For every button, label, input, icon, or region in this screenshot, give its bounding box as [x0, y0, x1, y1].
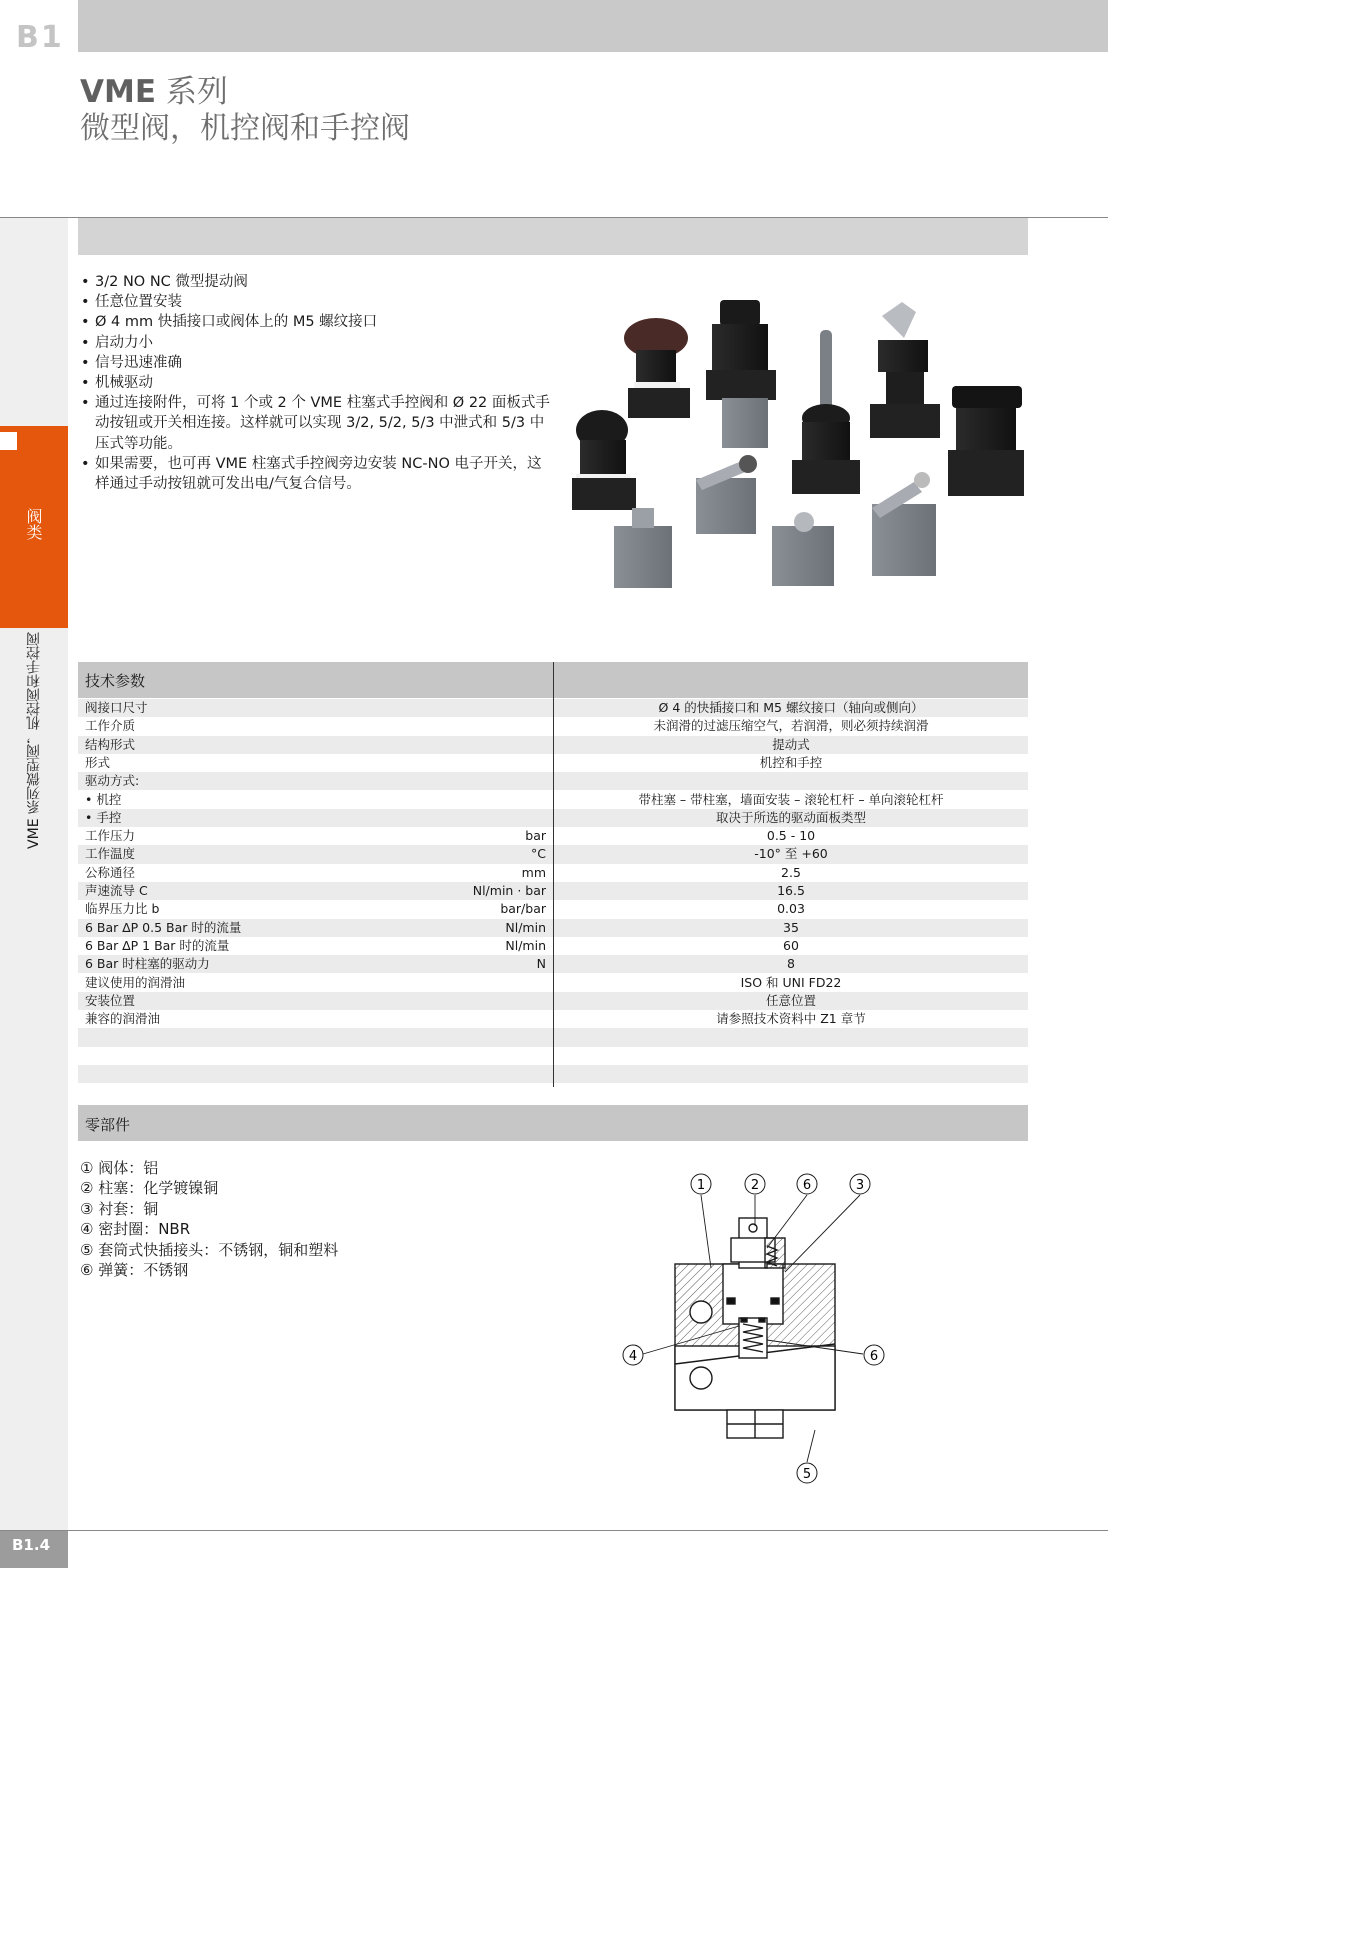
part-item: ③ 衬套：铜: [80, 1199, 159, 1218]
spec-label: • 机控: [85, 791, 122, 807]
spec-value: 带柱塞 – 带柱塞，墙面安装 – 滚轮杠杆 – 单向滚轮杠杆: [638, 791, 944, 807]
spec-unit: Nl/min: [505, 919, 546, 935]
feature-item: • 3/2 NO NC 微型提动阀: [80, 272, 555, 292]
lever-switch-valve: [948, 386, 1024, 496]
callout-label: 6: [869, 1349, 879, 1364]
callout-3: [850, 1174, 870, 1194]
spec-label: 工作压力: [85, 828, 136, 844]
spec-label: 阀接口尺寸: [85, 700, 148, 715]
spec-label: 临界压力比 b: [85, 901, 160, 917]
feature-item: • 机械驱动: [80, 373, 555, 393]
spec-unit: Nl/min · bar: [472, 883, 546, 898]
spec-value: ISO 和 UNI FD22: [740, 974, 842, 990]
callout-label: 2: [750, 1178, 760, 1193]
spec-label: 6 Bar ∆P 1 Bar 时的流量: [85, 937, 230, 953]
callout-4: [623, 1345, 643, 1365]
feature-item: • 如果需要，也可再 VME 柱塞式手控阀旁边安装 NC-NO 电子开关，这样通过手动按钮就可发出电/气复合信号。: [80, 454, 555, 494]
plunger-valve: [614, 508, 672, 588]
key-switch-valve: [870, 302, 940, 438]
sidebar-vertical-title: VME 系列微型阀，机控阀和手控阀: [26, 632, 42, 849]
spec-unit: bar/bar: [500, 901, 546, 917]
part-item: ① 阀体：铝: [80, 1159, 159, 1177]
spec-column-divider: [553, 662, 554, 1087]
callout-label: 5: [802, 1467, 812, 1482]
callout-1: [691, 1174, 711, 1194]
spec-value: 未润滑的过滤压缩空气，若润滑，则必须持续润滑: [653, 718, 929, 734]
spec-label: 建议使用的润滑油: [85, 974, 186, 990]
part-item: ⑤ 套筒式快插接头：不锈钢，铜和塑料: [80, 1240, 339, 1259]
feature-item: • 启动力小: [80, 333, 555, 353]
spec-value: 请参照技术资料中 Z1 章节: [716, 1011, 866, 1027]
spec-label: 安装位置: [85, 992, 136, 1008]
feature-item: • 通过连接附件，可将 1 个或 2 个 VME 柱塞式手控阀和 Ø 22 面板式手动按钮或开关相连接。这样就可以实现 3/2, 5/2, 5/3 中泄式和 5/3 中压式等功能。: [80, 393, 555, 454]
spec-value: 取决于所选的驱动面板类型: [715, 809, 866, 825]
section-code: B1: [16, 20, 64, 55]
spec-label: • 手控: [85, 809, 122, 825]
callout-5: [797, 1463, 817, 1483]
parts-header: [78, 1105, 1028, 1141]
selector-switch-valve: [706, 300, 776, 448]
part-item: ⑥ 弹簧：不锈钢: [80, 1261, 189, 1280]
series-suffix: 系列: [156, 74, 228, 110]
spec-unit: °C: [531, 846, 546, 862]
spec-value: 2.5: [781, 864, 801, 880]
spec-table-title: 技术参数: [85, 672, 146, 690]
spec-value: 0.5 - 10: [766, 828, 816, 844]
spec-label: 声速流导 C: [85, 883, 148, 898]
spec-unit: bar: [525, 828, 546, 844]
spec-label: 6 Bar ∆P 0.5 Bar 时的流量: [85, 919, 242, 935]
spec-unit: N: [536, 956, 546, 972]
sidebar-category-label: 阀类: [24, 508, 43, 540]
sidebar-strip: [0, 218, 68, 1530]
callout-6-top: [797, 1174, 817, 1194]
product-photo: [556, 290, 1028, 602]
roller-lever-valve: [696, 455, 757, 534]
callout-label: 1: [696, 1178, 706, 1193]
spec-value: Ø 4 的快插接口和 M5 螺纹接口（轴向或侧向）: [658, 700, 924, 715]
spec-unit: mm: [521, 864, 546, 880]
flat-button-valve: [572, 410, 636, 510]
parts-list: [80, 1158, 338, 1280]
spec-value: 任意位置: [765, 992, 816, 1008]
spec-value: 16.5: [777, 883, 805, 898]
spec-label: 驱动方式:: [85, 773, 140, 789]
roller-lever-valve: [872, 472, 936, 576]
plunger-valve: [772, 512, 834, 586]
callout-label: 6: [802, 1178, 812, 1193]
callout-label: 4: [628, 1349, 638, 1364]
part-item: ④ 密封圈：NBR: [80, 1220, 191, 1239]
feature-item: • 信号迅速准确: [80, 353, 555, 373]
spec-value: 0.03: [777, 901, 805, 917]
callout-6-right: [864, 1345, 884, 1365]
spec-label: 形式: [85, 754, 111, 770]
spec-label: 结构形式: [85, 736, 136, 752]
footer-divider: [0, 1530, 1108, 1531]
joystick-valve: [792, 330, 860, 494]
feature-item: • Ø 4 mm 快插接口或阀体上的 M5 螺纹接口: [80, 312, 555, 332]
parts-title: 零部件: [85, 1116, 131, 1134]
spec-label: 兼容的润滑油: [85, 1011, 161, 1027]
intro-section-bar: [78, 218, 1028, 255]
spec-label: 6 Bar 时柱塞的驱动力: [85, 956, 210, 972]
spec-value: 提动式: [772, 736, 810, 752]
spec-value: 8: [787, 956, 795, 972]
page-subtitle: 微型阀，机控阀和手控阀: [80, 111, 410, 146]
valve-section-diagram: [615, 1168, 905, 1488]
callout-2: [745, 1174, 765, 1194]
spec-unit: Nl/min: [505, 937, 546, 953]
spec-label: 工作温度: [85, 846, 136, 862]
spec-label: 公称通径: [85, 864, 136, 880]
part-item: ② 柱塞：化学镀镍铜: [80, 1179, 219, 1198]
series-name: VME: [80, 74, 157, 110]
feature-item: • 任意位置安装: [80, 292, 555, 312]
mushroom-button-valve: [624, 318, 690, 418]
spec-value: 35: [783, 919, 799, 935]
callout-label: 3: [855, 1178, 865, 1193]
top-header-bar: [78, 0, 1108, 52]
spec-label: 工作介质: [85, 718, 136, 734]
spec-value: 60: [783, 937, 799, 953]
page-number: B1.4: [12, 1536, 51, 1554]
sidebar-tab-notch: [0, 432, 17, 450]
spec-value: -10° 至 +60: [754, 846, 828, 862]
feature-list: [80, 272, 555, 494]
spec-value: 机控和手控: [759, 754, 823, 770]
